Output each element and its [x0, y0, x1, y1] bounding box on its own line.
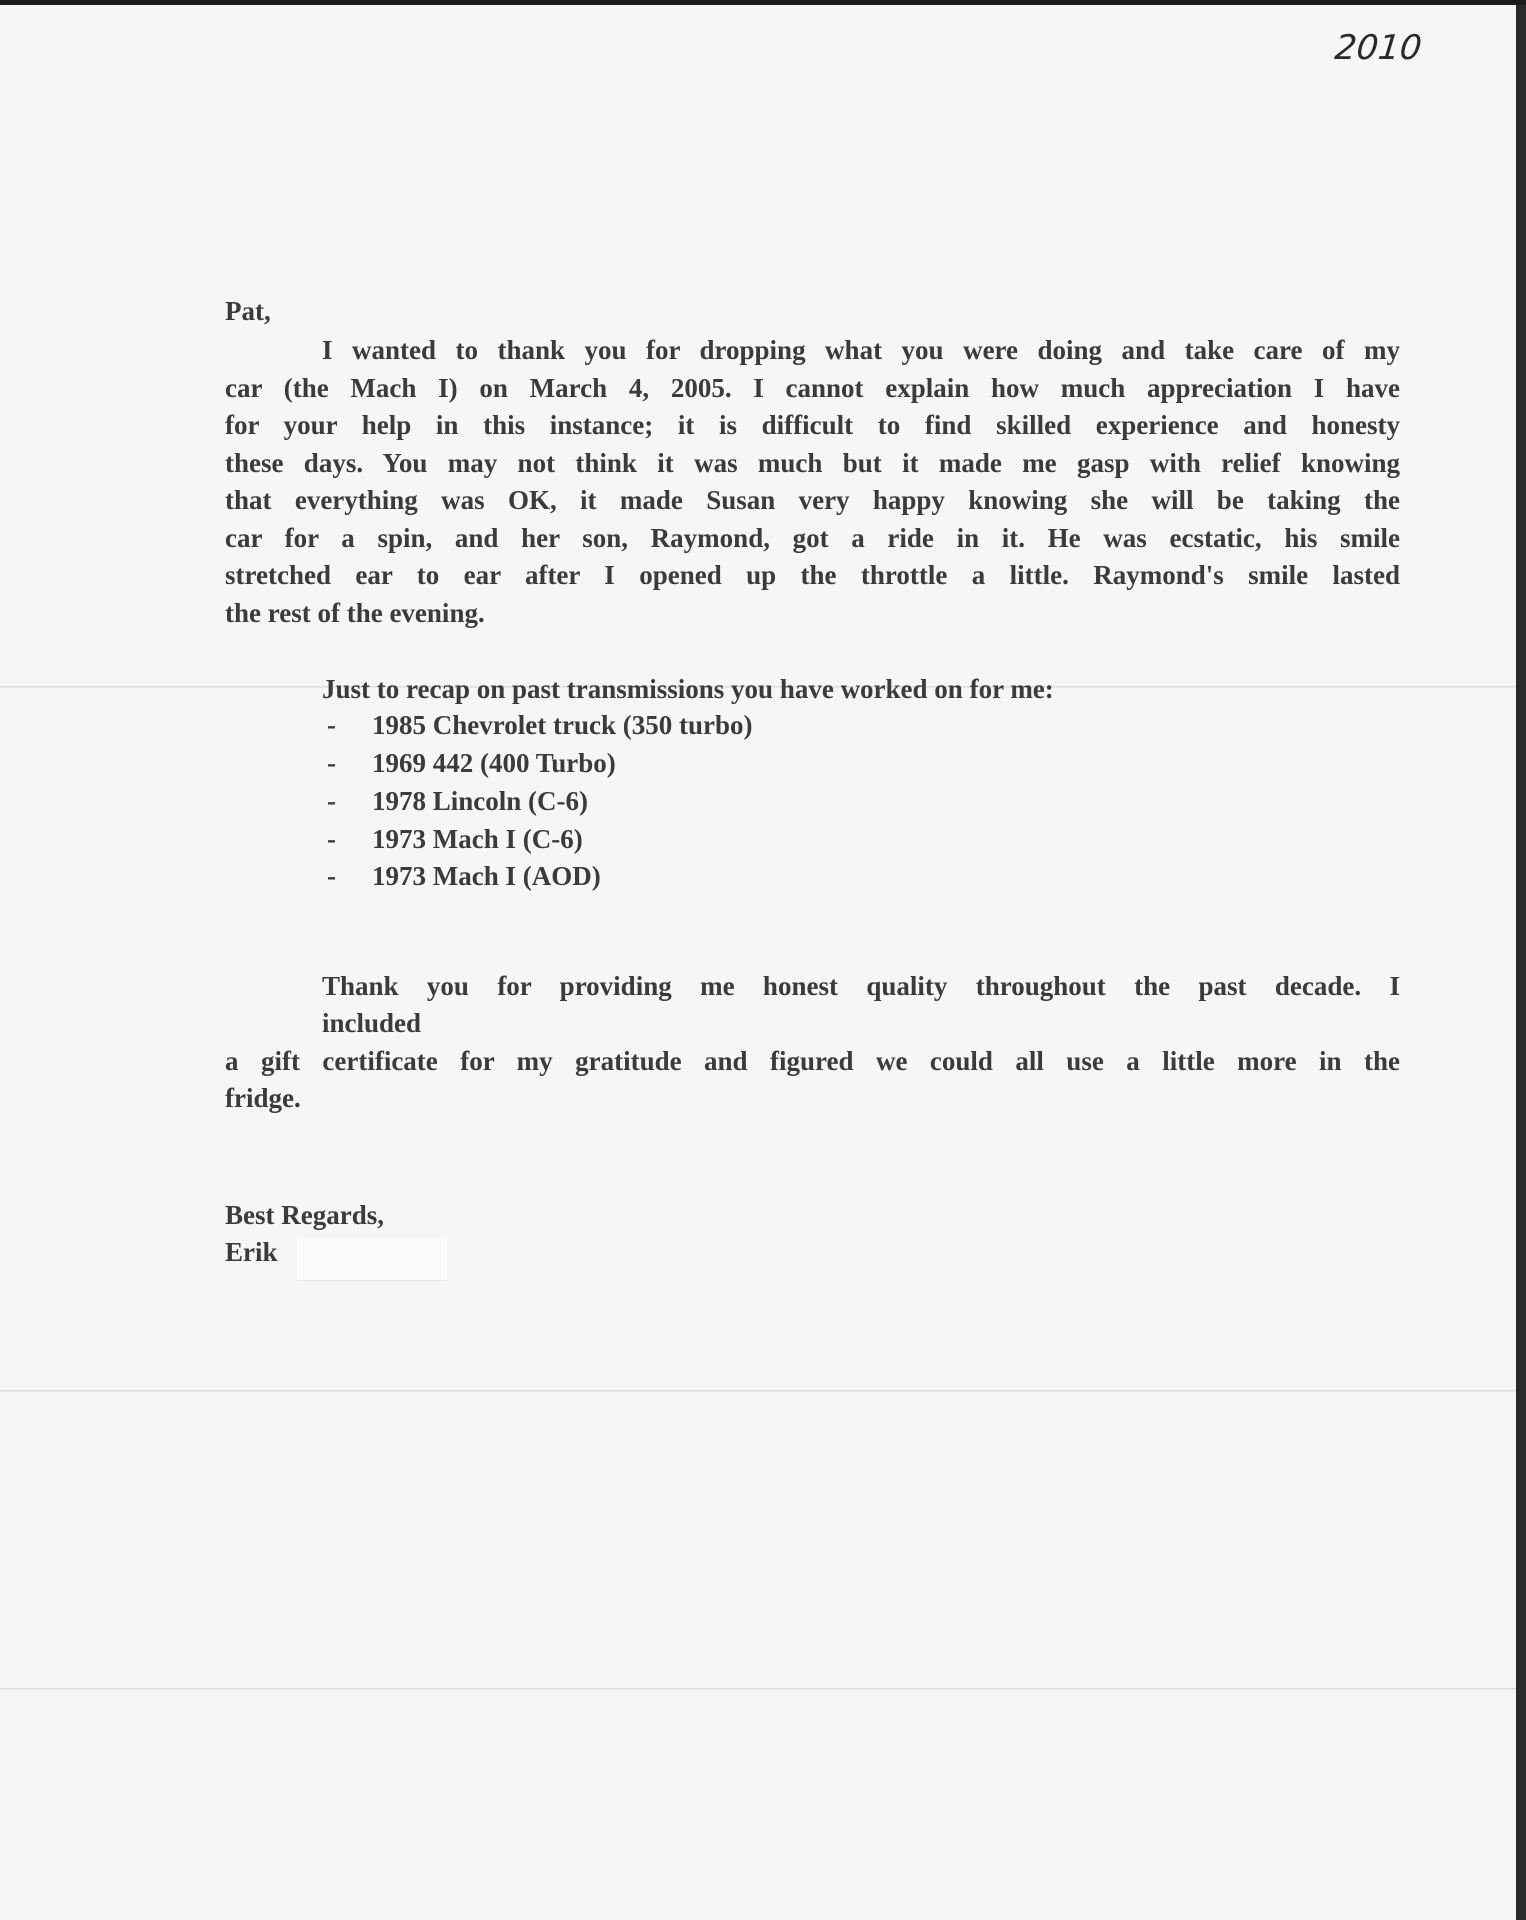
paragraph-line: fridge. — [225, 1083, 301, 1113]
paragraph-line: these days. You may not think it was much but it made me gasp with relief knowing — [225, 448, 1400, 478]
list-dash: - — [327, 786, 336, 816]
recap-intro: Just to recap on past transmissions you have worked on for me: — [322, 674, 1054, 704]
salutation: Pat, — [225, 296, 271, 326]
paragraph-line: Thank you for providing me honest quality throughout the past decade. I — [322, 971, 1400, 1001]
list-item — [327, 858, 601, 896]
list-item-text: 1985 Chevrolet truck (350 turbo) — [372, 710, 753, 740]
list-item — [327, 821, 583, 859]
list-dash: - — [327, 824, 336, 854]
list-item-text: 1969 442 (400 Turbo) — [372, 748, 616, 778]
paragraph-line: for your help in this instance; it is difficult to find skilled experience and honesty — [225, 410, 1400, 440]
list-item — [327, 745, 616, 783]
list-dash: - — [327, 710, 336, 740]
list-dash: - — [327, 861, 336, 891]
paragraph-line: car for a spin, and her son, Raymond, got a ride in it. He was ecstatic, his smile — [225, 523, 1400, 553]
signature-name: Erik — [225, 1237, 278, 1267]
paragraph-line: that everything was OK, it made Susan very happy knowing she will be taking the — [225, 485, 1400, 515]
paragraph-line: included — [322, 1008, 422, 1038]
paragraph-line: stretched ear to ear after I opened up the throttle a little. Raymond's smile lasted — [225, 560, 1400, 590]
paragraph-line: a gift certificate for my gratitude and figured we could all use a little more in the — [225, 1046, 1400, 1076]
redaction-patch — [297, 1238, 447, 1281]
list-item-text: 1973 Mach I (AOD) — [372, 861, 601, 891]
list-item — [327, 707, 752, 745]
list-item-text: 1973 Mach I (C-6) — [372, 824, 583, 854]
paragraph-line: I wanted to thank you for dropping what you were doing and take care of my — [322, 335, 1400, 365]
list-item — [327, 783, 588, 821]
list-dash: - — [327, 748, 336, 778]
closing: Best Regards, — [225, 1200, 384, 1230]
fold-line — [0, 1390, 1516, 1392]
handwritten-page-number: 2010 — [1332, 28, 1424, 68]
paragraph-line: the rest of the evening. — [225, 598, 485, 628]
paragraph-line: car (the Mach I) on March 4, 2005. I cannot explain how much appreciation I have — [225, 373, 1400, 403]
list-item-text: 1978 Lincoln (C-6) — [372, 786, 588, 816]
fold-line — [0, 1688, 1516, 1690]
